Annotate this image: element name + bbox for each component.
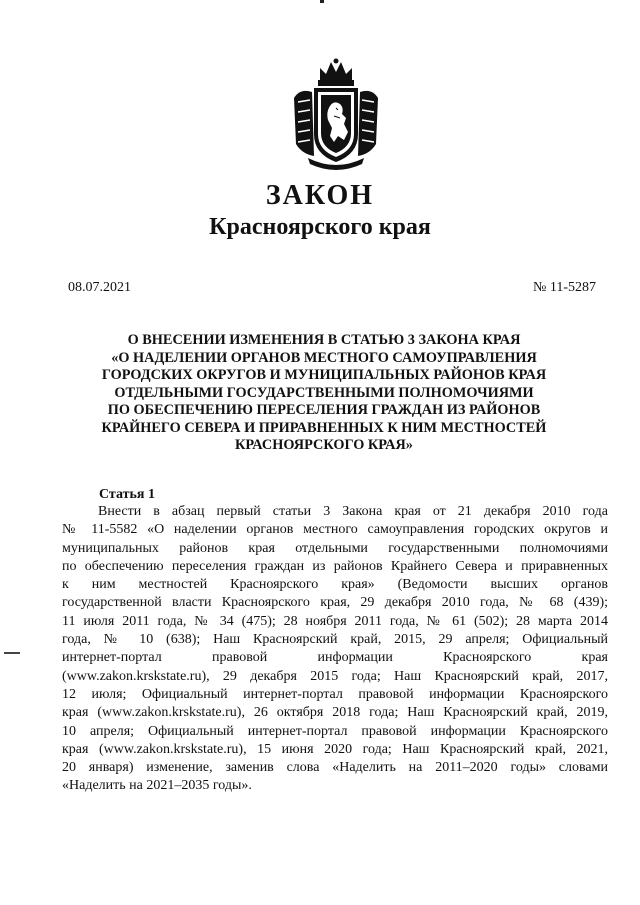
article-line: года, № 10 (638); Наш Красноярский край, 2015, 29 апреля; Официальный [62, 632, 608, 648]
heading-line: ПО ОБЕСПЕЧЕНИЮ ПЕРЕСЕЛЕНИЯ ГРАЖДАН ИЗ РАЙОНОВ [107, 402, 541, 418]
article-title: Статья 1 [99, 487, 155, 502]
article-line: № 11-5582 «О наделении органов местного самоуправления городских округов и [62, 522, 608, 538]
heading-line: ОТДЕЛЬНЫМИ ГОСУДАРСТВЕННЫМИ ПОЛНОМОЧИЯМИ [114, 384, 534, 401]
coat-of-arms-icon [290, 58, 382, 170]
article-body [62, 503, 608, 796]
article-line: государственной власти Красноярского края, 29 декабря 2010 года, № 68 (439); [62, 595, 608, 611]
article-line: края (www.zakon.krskstate.ru), 26 октября 2018 года; Наш Красноярский край, 2019, [62, 705, 608, 721]
heading-line: «О НАДЕЛЕНИИ ОРГАНОВ МЕСТНОГО САМОУПРАВЛЕНИЯ [111, 349, 537, 366]
heading-line: КРАСНОЯРСКОГО КРАЯ» [235, 437, 413, 453]
law-number: № 11-5287 [533, 280, 596, 295]
law-date: 08.07.2021 [68, 280, 131, 295]
article-line: интернет-портал правовой информации Красноярского края [62, 650, 608, 666]
margin-mark [4, 652, 20, 654]
article-line: 10 апреля; Официальный интернет-портал правовой информации Красноярского [62, 723, 608, 739]
article-line: Внести в абзац первый статьи 3 Закона края от 21 декабря 2010 года [98, 504, 608, 519]
article-line: 12 июля; Официальный интернет-портал правовой информации Красноярского [62, 686, 608, 702]
article-line: 20 января) изменение, заменив слова «Наделить на 2011–2020 годы» словами [62, 760, 608, 776]
article-line: (www.zakon.krskstate.ru), 29 декабря 2015 года; Наш Красноярский край, 2017, [62, 668, 608, 684]
heading-line: КРАЙНЕГО СЕВЕРА И ПРИРАВНЕННЫХ К НИМ МЕСТНОСТЕЙ [101, 419, 547, 436]
article-line: по обеспечению переселения граждан из районов Крайнего Севера и приравненных [62, 558, 608, 574]
article-line: к ним местностей Красноярского края» (Ведомости высших органов [62, 577, 608, 593]
article-line: края (www.zakon.krskstate.ru), 15 июня 2020 года; Наш Красноярский край, 2021, [62, 741, 608, 757]
law-heading [60, 332, 588, 455]
law-title: ЗАКОН [265, 180, 375, 211]
article-line: 11 июля 2011 года, № 34 (475); 28 ноября 2011 года, № 61 (502); 28 марта 2014 [62, 613, 608, 629]
law-subtitle: Красноярского края [209, 214, 431, 240]
heading-line: ГОРОДСКИХ ОКРУГОВ И МУНИЦИПАЛЬНЫХ РАЙОНОВ КРАЯ [101, 367, 547, 383]
heading-line: О ВНЕСЕНИИ ИЗМЕНЕНИЯ В СТАТЬЮ 3 ЗАКОНА КРАЯ [127, 332, 521, 348]
scan-artifact-mark [320, 0, 324, 3]
article-line: муниципальных районов края отдельными государственными полномочиями [62, 540, 608, 556]
article-line: «Наделить на 2021–2035 годы». [62, 778, 252, 794]
